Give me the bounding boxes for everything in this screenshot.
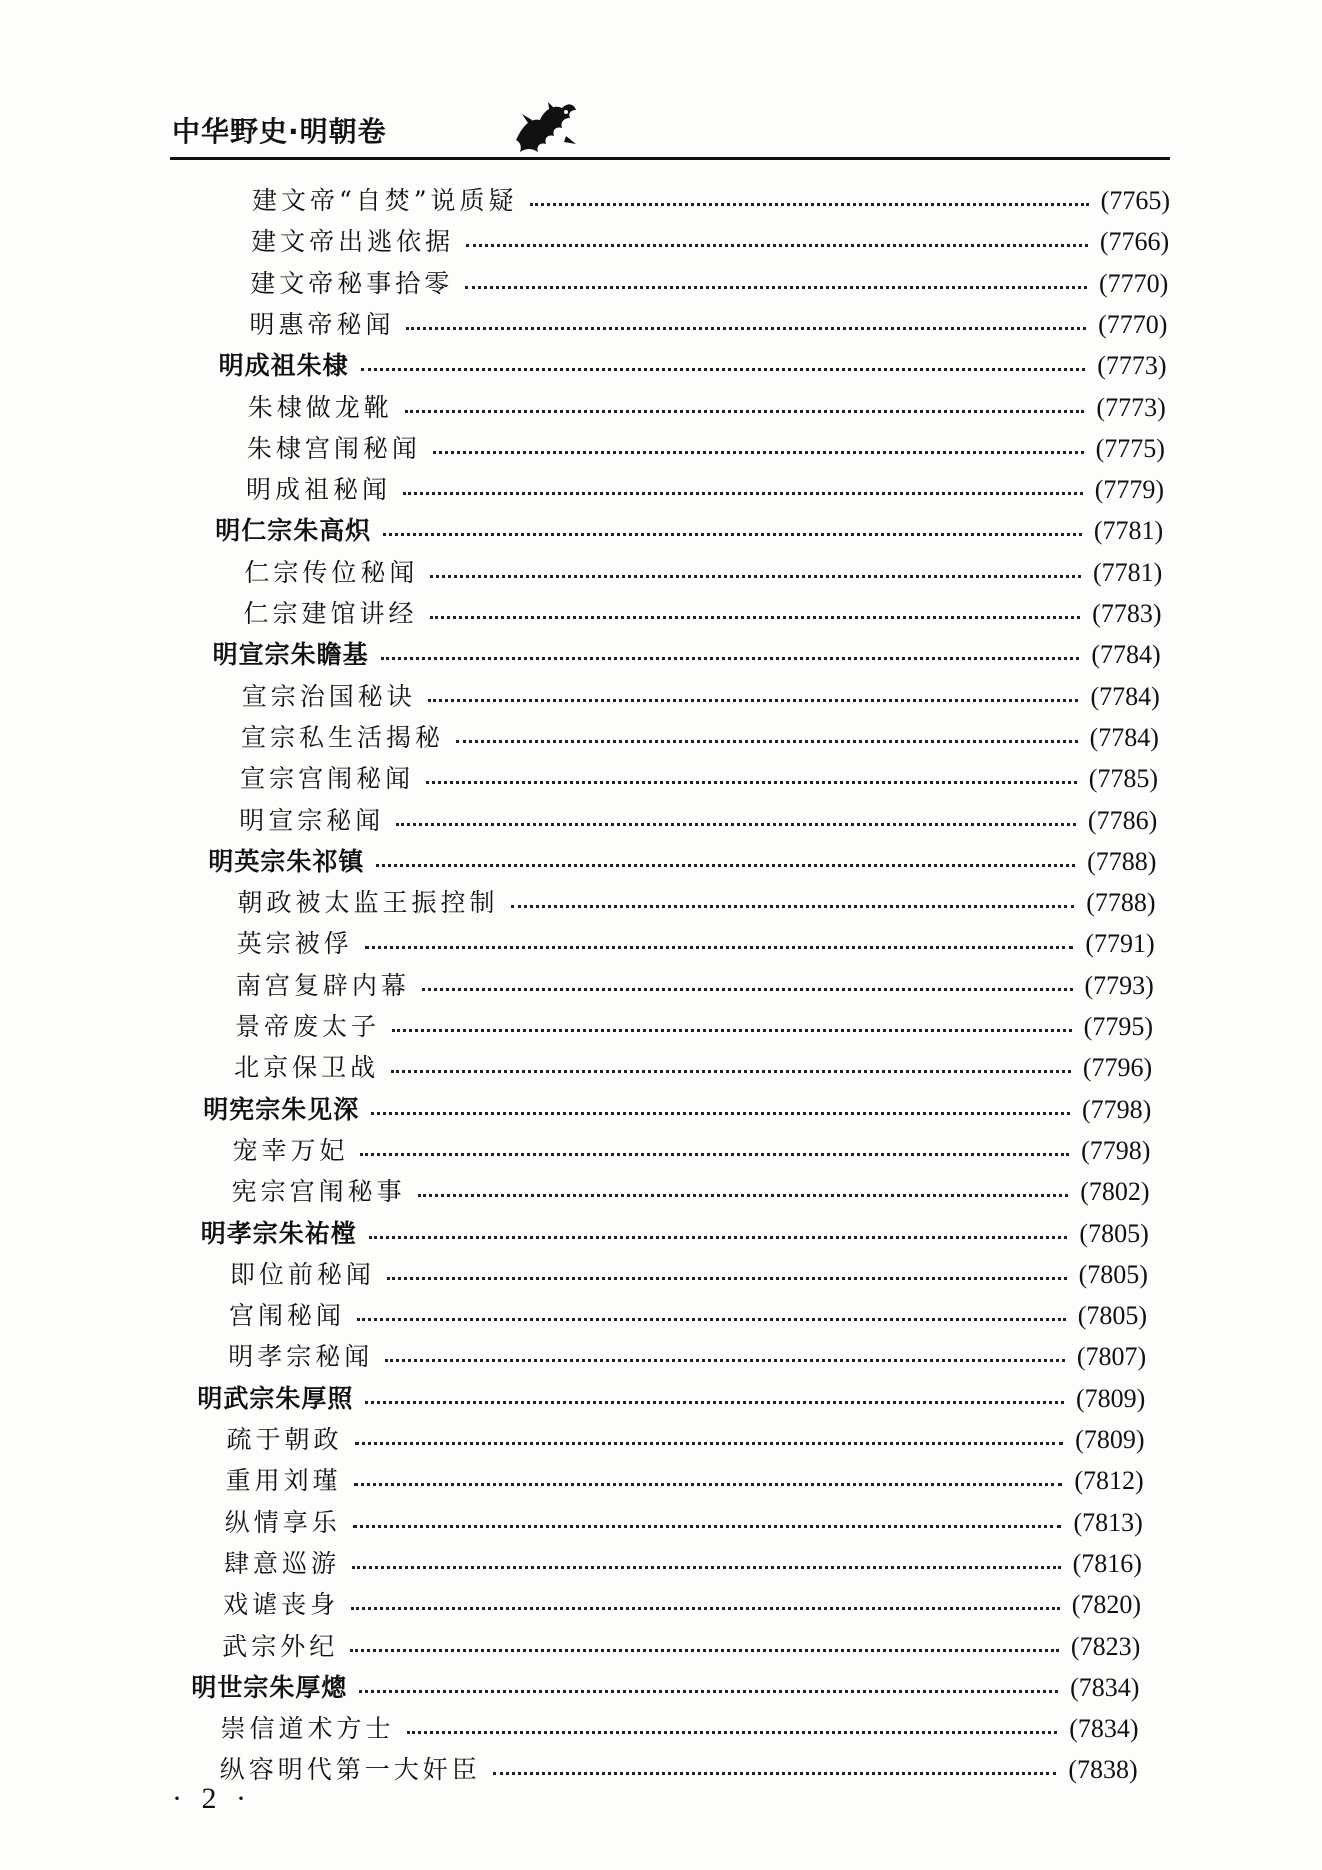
toc-entry-page: (7796) [1082,1053,1153,1083]
dot-leader [376,864,1075,867]
toc-entry-page: (7820) [1071,1590,1142,1620]
toc-chapter-row [197,1378,1145,1419]
toc-entry-page: (7779) [1094,475,1165,505]
toc-entry-row [234,1047,1152,1088]
toc-entry-title: 纵容明代第一大奸臣 [219,1755,481,1785]
dot-leader [353,1525,1062,1528]
toc-entry-row [220,1749,1138,1790]
toc-entry-page: (7816) [1072,1548,1142,1578]
toc-entry-row [238,882,1156,923]
dot-leader [365,1401,1064,1404]
toc-entry-title: 明宣宗朱瞻基 [212,640,369,670]
toc-entry-title: 肆意巡游 [223,1548,340,1578]
toc-entry-row [230,1254,1148,1295]
dot-leader [456,740,1078,743]
toc-entry-page: (7813) [1073,1507,1143,1537]
toc-entry-page: (7807) [1076,1342,1147,1372]
toc-entry-row [244,552,1162,593]
toc-entry-row [235,1006,1153,1047]
toc-entry-row [244,593,1162,634]
toc-entry-title: 宠幸万妃 [232,1135,349,1165]
toc-entry-page: (7791) [1085,929,1155,959]
toc-entry-page: (7834) [1069,1714,1139,1744]
toc-entry-page: (7809) [1076,1383,1146,1413]
dot-leader [407,1731,1058,1734]
toc-entry-title: 北京保卫战 [234,1053,380,1083]
toc-entry-row [222,1626,1140,1667]
toc-entry-title: 英宗被俘 [236,929,353,959]
dot-leader [369,1236,1068,1239]
toc-entry-page: (7788) [1087,846,1157,876]
dot-leader [530,203,1089,206]
toc-entry-title: 明武宗朱厚照 [197,1383,354,1413]
toc-entry-page: (7773) [1097,351,1167,381]
toc-entry-title: 崇信道术方士 [220,1714,395,1744]
toc-entry-row [242,676,1160,717]
dot-leader [381,657,1080,660]
dot-leader [465,286,1087,289]
toc-entry-page: (7805) [1077,1301,1148,1331]
toc-chapter-row [203,1089,1151,1130]
toc-entry-page: (7788) [1086,888,1156,918]
toc-entry-row [247,428,1165,469]
toc-entry-row [251,221,1169,262]
toc-entry-row [249,304,1167,345]
toc-entry-title: 明孝宗朱祐樘 [200,1218,357,1248]
dot-leader [354,1483,1063,1486]
dot-leader [360,1153,1069,1156]
toc-entry-page: (7770) [1098,309,1168,339]
toc-entry-page: (7784) [1090,681,1160,711]
dot-leader [350,1649,1059,1652]
header-rule [170,157,1170,160]
dot-leader [365,946,1074,949]
dragon-icon [510,96,580,158]
dot-leader [493,1772,1057,1775]
toc-entry-title: 明成祖秘闻 [246,475,392,505]
page-number: · 2 · [172,1782,252,1815]
toc-entry-title: 建文帝“自焚”说质疑 [252,186,518,215]
dot-leader [418,1194,1069,1197]
toc-entry-title: 宣宗宫闱秘闻 [240,764,415,794]
toc-entry-title: 明宪宗朱见深 [203,1094,360,1124]
toc-entry-page: (7812) [1074,1466,1144,1496]
toc-entry-page: (7823) [1070,1631,1141,1661]
toc-entry-row [225,1502,1143,1543]
toc-chapter-row [201,1213,1149,1254]
toc-entry-row [228,1336,1146,1377]
dot-leader [357,1318,1066,1321]
toc-entry-page: (7781) [1093,557,1163,587]
toc-entry-title: 景帝废太子 [235,1012,381,1041]
toc-entry-title: 明英宗朱祁镇 [208,846,365,876]
dot-leader [428,699,1079,702]
toc-entry-page: (7798) [1081,1094,1152,1124]
dot-leader [430,575,1081,578]
dot-leader [422,988,1073,991]
dot-leader [466,244,1088,247]
dot-leader [405,410,1085,413]
toc-entry-page: (7773) [1096,392,1166,422]
dot-leader [383,533,1082,536]
toc-entry-page: (7784) [1089,722,1159,752]
toc-entry-row [229,1295,1147,1336]
toc-entry-page: (7805) [1078,1259,1148,1289]
dot-leader [361,368,1086,371]
toc-entry-row [237,923,1155,964]
toc-entry-title: 明孝宗秘闻 [228,1342,374,1372]
toc-entry-row [226,1460,1144,1501]
toc-entry-row [240,758,1158,799]
toc-entry-page: (7765) [1100,186,1170,215]
dot-leader [433,451,1084,454]
toc-entry-title: 武宗外纪 [222,1631,339,1661]
toc-entry-page: (7766) [1099,227,1170,257]
dot-leader [396,823,1076,826]
toc-chapter-row [213,634,1161,675]
toc-entry-title: 明仁宗朱高炽 [215,516,372,546]
toc-entry-title: 宣宗私生活揭秘 [240,722,444,752]
toc-entry-page: (7784) [1091,640,1161,670]
toc-entry-title: 朱棣做龙靴 [247,392,393,422]
toc-entry-page: (7795) [1083,1012,1153,1041]
toc-entry-page: (7838) [1068,1755,1138,1785]
toc-entry-title: 重用刘瑾 [225,1466,342,1496]
toc-entry-page: (7809) [1075,1425,1145,1454]
toc-entry-row [223,1584,1141,1625]
toc-entry-title: 宪宗宫闱秘事 [231,1177,406,1207]
dot-leader [403,492,1083,495]
toc-entry-row [227,1419,1145,1460]
toc-entry-page: (7770) [1098,268,1169,298]
toc-entry-title: 明惠帝秘闻 [249,309,395,339]
dot-leader [430,616,1081,619]
toc-entry-title: 南宫复辟内幕 [235,970,410,1000]
toc-entry-title: 明成祖朱棣 [218,351,349,381]
dot-leader [352,1566,1061,1569]
dot-leader [355,1442,1064,1445]
toc-entry-row [252,180,1170,221]
toc-entry-title: 疏于朝政 [226,1425,343,1454]
toc-chapter-row [208,841,1156,882]
toc-entry-title: 宫闱秘闻 [229,1301,346,1331]
book-title: 中华野史·明朝卷 [172,115,387,148]
toc-chapter-row [215,510,1163,551]
dot-leader [385,1359,1065,1362]
dot-leader [351,1607,1060,1610]
toc-entry-title: 朱棣宫闱秘闻 [246,433,421,463]
toc-entry-title: 明世宗朱厚熜 [191,1672,348,1702]
toc-entry-row [246,469,1164,510]
toc-entry-title: 仁宗建馆讲经 [243,599,418,628]
running-header [172,96,602,156]
toc-entry-page: (7785) [1088,764,1159,794]
toc-entry-page: (7798) [1081,1135,1151,1165]
toc-entry-row [236,965,1154,1006]
toc-entry-title: 宣宗治国秘诀 [241,681,416,711]
toc-entry-title: 明宣宗秘闻 [239,805,385,835]
toc-entry-title: 建文帝秘事拾零 [250,268,454,298]
toc-entry-title: 即位前秘闻 [229,1259,375,1289]
toc-entry-row [224,1543,1142,1584]
dot-leader [392,1029,1072,1032]
toc-entry-page: (7805) [1079,1218,1149,1248]
dot-leader [387,1277,1067,1280]
toc-entry-page: (7802) [1080,1177,1150,1207]
toc-entry-row [221,1708,1139,1749]
toc-chapter-row [191,1667,1139,1708]
toc-chapter-row [219,345,1167,386]
toc-entry-page: (7781) [1093,516,1164,546]
toc-entry-title: 戏谑丧身 [223,1590,340,1620]
toc-entry-title: 仁宗传位秘闻 [244,557,419,587]
toc-entry-row [232,1171,1150,1212]
toc-entry-page: (7793) [1084,970,1154,1000]
toc-entry-title: 建文帝出逃依据 [251,227,455,257]
toc-entry-row [241,717,1159,758]
toc-entry-row [232,1130,1150,1171]
toc-entry-row [248,387,1166,428]
dot-leader [511,905,1075,908]
toc-entry-title: 纵情享乐 [224,1507,341,1537]
toc-entry-page: (7786) [1087,805,1158,835]
dot-leader [371,1112,1070,1115]
toc-entry-page: (7783) [1092,599,1162,628]
dot-leader [426,781,1077,784]
toc-entry-page: (7834) [1070,1672,1140,1702]
dot-leader [391,1070,1071,1073]
dot-leader [406,327,1086,330]
toc-entry-row [239,800,1157,841]
toc-entry-title: 朝政被太监王振控制 [237,888,499,918]
toc-entry-row [250,263,1168,304]
dot-leader [359,1690,1058,1693]
toc-entry-page: (7775) [1095,433,1165,463]
